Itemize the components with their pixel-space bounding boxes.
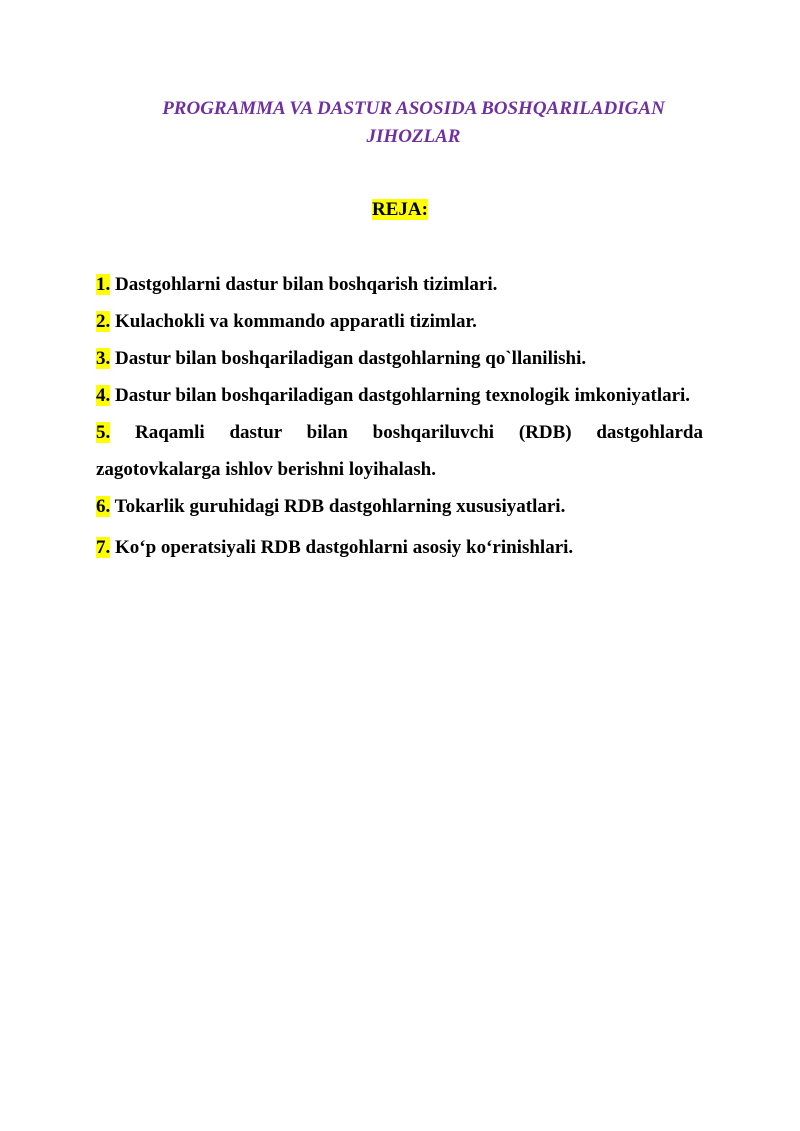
plan-item-text: Ko‘p operatsiyali RDB dastgohlarni asosiy ko‘rinishlari.	[110, 537, 574, 558]
title-line-1: PROGRAMMA VA DASTUR ASOSIDA BOSHQARILADIGAN	[162, 98, 665, 119]
plan-heading	[0, 198, 800, 222]
plan-item-7	[96, 529, 703, 566]
plan-item-text: Raqamli dastur bilan boshqariluvchi (RDB) dastgohlarda zagotovkalarga ishlov berishni loyihalash.	[96, 422, 703, 480]
plan-item-3	[96, 340, 703, 377]
plan-item-text: Dastur bilan boshqariladigan dastgohlarning texnologik imkoniyatlari.	[110, 385, 691, 406]
plan-item-text: Dastgohlarni dastur bilan boshqarish tizimlari.	[110, 274, 498, 295]
title-line-2: JIHOZLAR	[366, 126, 461, 147]
plan-item-text: Dastur bilan boshqariladigan dastgohlarning qo`llanilishi.	[110, 348, 587, 369]
plan-item-text: Tokarlik guruhidagi RDB dastgohlarning xususiyatlari.	[110, 496, 566, 517]
plan-heading-text: REJA:	[372, 199, 428, 220]
plan-item-number: 1.	[96, 274, 111, 295]
plan-item-4	[96, 377, 703, 414]
plan-list	[96, 266, 703, 566]
plan-item-number: 7.	[96, 537, 111, 558]
plan-item-number: 4.	[96, 385, 111, 406]
plan-item-number: 2.	[96, 311, 111, 332]
document-title	[96, 95, 731, 151]
plan-item-text: Kulachokli va kommando apparatli tizimlar.	[110, 311, 477, 332]
plan-item-6	[96, 488, 703, 525]
plan-item-number: 6.	[96, 496, 111, 517]
plan-item-number: 5.	[96, 422, 111, 443]
plan-item-1	[96, 266, 703, 303]
plan-item-2	[96, 303, 703, 340]
plan-item-5	[96, 414, 703, 488]
plan-item-number: 3.	[96, 348, 111, 369]
